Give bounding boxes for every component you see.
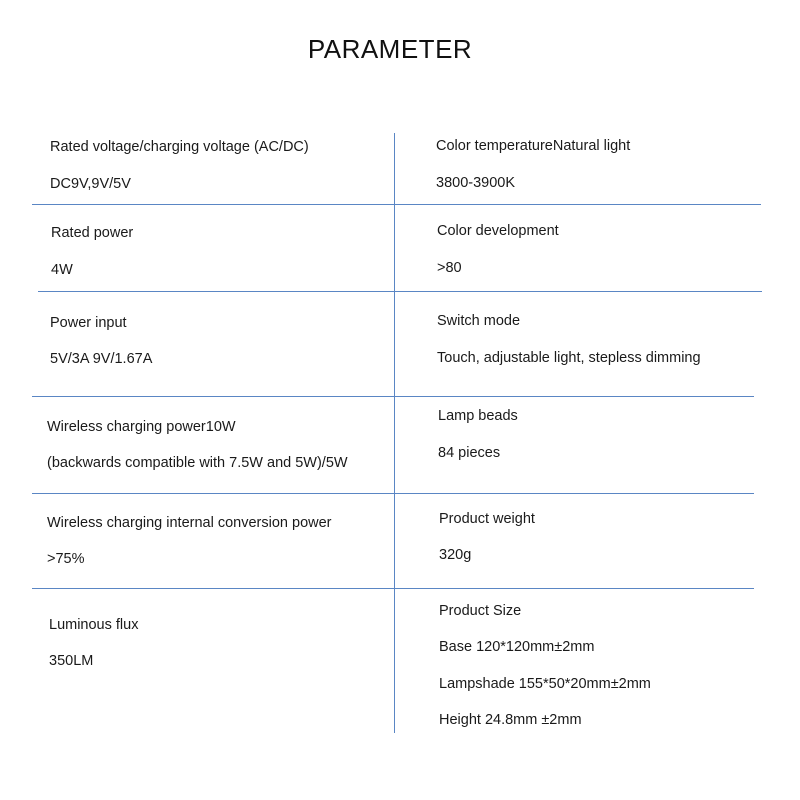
page-title: PARAMETER: [307, 34, 473, 64]
param-value-conversion-power: >75%: [47, 551, 85, 567]
param-label-color-temperature: Color temperatureNatural light: [436, 138, 631, 154]
row-divider: [32, 396, 754, 397]
param-value-product-size-height: Height 24.8mm ±2mm: [439, 712, 582, 728]
param-value-rated-power: 4W: [51, 262, 73, 278]
param-value-power-input: 5V/3A 9V/1.67A: [50, 351, 153, 367]
row-divider: [32, 588, 754, 589]
param-label-conversion-power: Wireless charging internal conversion power: [47, 515, 332, 531]
param-value-switch-mode: Touch, adjustable light, stepless dimming: [437, 350, 701, 366]
param-value-product-size-lampshade: Lampshade 155*50*20mm±2mm: [439, 676, 651, 692]
param-label-wireless-charging-power: Wireless charging power10W: [47, 419, 236, 435]
row-divider: [32, 204, 761, 205]
param-label-rated-voltage: Rated voltage/charging voltage (AC/DC): [50, 139, 309, 155]
param-value-rated-voltage: DC9V,9V/5V: [50, 176, 131, 192]
param-label-rated-power: Rated power: [51, 225, 134, 241]
param-value-color-development: >80: [437, 260, 462, 276]
param-label-switch-mode: Switch mode: [437, 313, 521, 329]
column-divider: [394, 133, 395, 733]
param-label-product-size: Product Size: [439, 603, 522, 619]
param-value-wireless-charging-power: (backwards compatible with 7.5W and 5W)/5W: [47, 455, 348, 471]
param-label-lamp-beads: Lamp beads: [438, 408, 518, 424]
param-value-product-weight: 320g: [439, 547, 472, 563]
row-divider: [32, 493, 754, 494]
row-divider: [38, 291, 762, 292]
param-value-color-temperature: 3800-3900K: [436, 175, 516, 191]
param-value-lamp-beads: 84 pieces: [438, 445, 501, 461]
param-label-product-weight: Product weight: [439, 511, 535, 527]
param-value-product-size-base: Base 120*120mm±2mm: [439, 639, 595, 655]
param-value-luminous-flux: 350LM: [49, 653, 94, 669]
param-label-power-input: Power input: [50, 315, 127, 331]
param-label-color-development: Color development: [437, 223, 559, 239]
param-label-luminous-flux: Luminous flux: [49, 617, 139, 633]
